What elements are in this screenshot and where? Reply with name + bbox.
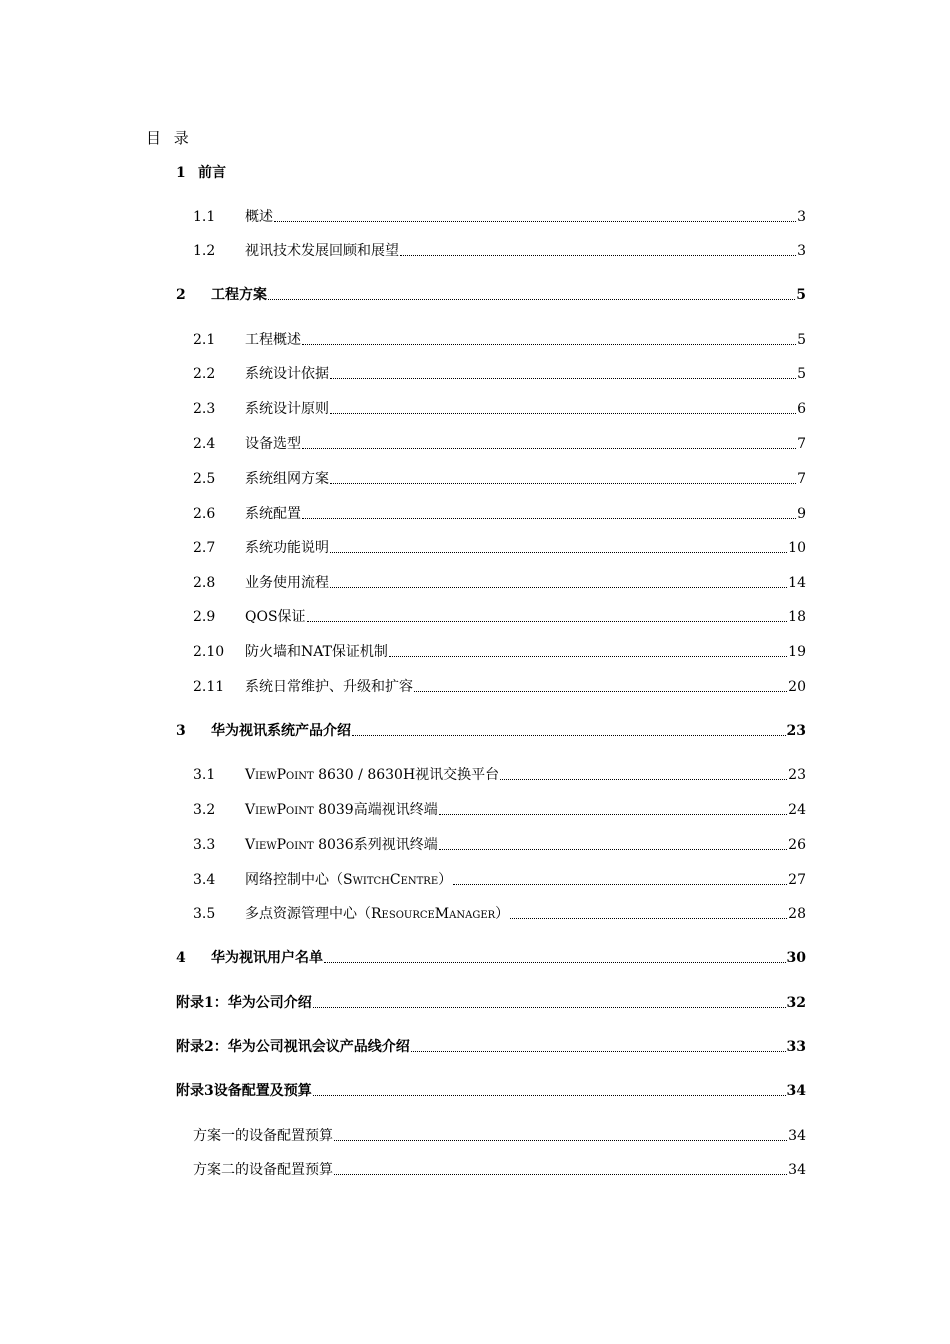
toc-entry-number: 2.9	[193, 609, 216, 625]
toc-entry[interactable]	[193, 607, 806, 627]
toc-entry[interactable]	[193, 800, 806, 820]
toc-entry[interactable]	[193, 241, 806, 261]
toc-leader-dots	[389, 656, 787, 657]
toc-entry-title: 附录3设备配置及预算	[176, 1083, 312, 1099]
toc-leader-dots	[330, 413, 796, 414]
toc-leader-dots	[324, 962, 786, 963]
toc-entry[interactable]	[193, 904, 806, 924]
toc-entry-title: 华为视讯系统产品介绍	[211, 723, 351, 739]
toc-entry[interactable]	[193, 399, 806, 419]
toc-entry-number: 1.1	[193, 209, 216, 225]
toc-entry-title: 附录2：华为公司视讯会议产品线介绍	[176, 1039, 410, 1055]
toc-entry-page: 5	[797, 366, 806, 382]
toc-entry-number: 2.3	[193, 401, 216, 417]
toc-entry-title: 业务使用流程	[245, 575, 329, 591]
toc-leader-dots	[439, 814, 787, 815]
toc-entry-title: 视讯技术发展回顾和展望	[245, 243, 399, 259]
toc-entry[interactable]	[193, 207, 806, 227]
toc-entry-page: 18	[788, 609, 806, 625]
toc-leader-dots	[274, 221, 796, 222]
toc-entry-number: 3.2	[193, 802, 216, 818]
toc-leader-dots	[330, 587, 787, 588]
toc-leader-dots	[313, 1007, 786, 1008]
toc-heading-1[interactable]	[176, 162, 226, 182]
toc-entry-number: 2.7	[193, 540, 216, 556]
toc-entry-title: ViewPoint 8036系列视讯终端	[245, 837, 438, 853]
toc-entry-page: 19	[788, 644, 806, 660]
toc-entry[interactable]	[176, 285, 806, 305]
toc-entry-number: 2.11	[193, 679, 225, 695]
toc-entry-title: 系统设计依据	[245, 366, 329, 382]
toc-heading-title: 前言	[198, 165, 226, 181]
toc-leader-dots	[352, 735, 786, 736]
toc-leader-dots	[302, 448, 796, 449]
toc-entry[interactable]	[193, 835, 806, 855]
toc-entry-page: 34	[788, 1162, 806, 1178]
toc-entry-title: QOS保证	[245, 609, 306, 625]
toc-leader-dots	[307, 621, 788, 622]
toc-entry-title: 系统设计原则	[245, 401, 329, 417]
toc-leader-dots	[510, 918, 787, 919]
toc-entry-page: 24	[788, 802, 806, 818]
toc-entry-title: 多点资源管理中心（ResourceManager）	[245, 906, 510, 922]
toc-entry-page: 26	[788, 837, 806, 853]
toc-leader-dots	[334, 1174, 787, 1175]
toc-entry-number: 2.5	[193, 471, 216, 487]
toc-entry-title: 设备选型	[245, 436, 301, 452]
toc-entry-number: 2.4	[193, 436, 216, 452]
toc-entry[interactable]	[193, 677, 806, 697]
toc-entry-page: 5	[797, 332, 806, 348]
toc-leader-dots	[334, 1140, 787, 1141]
toc-entry-page: 23	[786, 723, 806, 739]
toc-entry-title: 华为视讯用户名单	[211, 950, 323, 966]
toc-entry-number: 3.1	[193, 767, 216, 783]
toc-entry-title: 系统日常维护、升级和扩容	[245, 679, 413, 695]
toc-heading-number: 1	[176, 165, 186, 181]
toc-entry[interactable]	[193, 538, 806, 558]
toc-entry-page: 20	[788, 679, 806, 695]
toc-entry[interactable]	[193, 765, 806, 785]
toc-leader-dots	[268, 299, 795, 300]
toc-entry[interactable]	[176, 721, 806, 741]
toc-leader-dots	[330, 483, 796, 484]
toc-entry-page: 7	[797, 471, 806, 487]
toc-entry[interactable]	[193, 573, 806, 593]
toc-leader-dots	[453, 884, 787, 885]
toc-entry-page: 28	[788, 906, 806, 922]
toc-entry-page: 14	[788, 575, 806, 591]
toc-entry-page: 3	[797, 243, 806, 259]
toc-entry[interactable]	[193, 434, 806, 454]
toc-leader-dots	[313, 1095, 786, 1096]
toc-entry-title: 概述	[245, 209, 273, 225]
toc-entry[interactable]	[176, 1081, 806, 1101]
toc-entry-page: 5	[796, 287, 806, 303]
toc-leader-dots	[414, 691, 787, 692]
toc-entry-number: 2.1	[193, 332, 216, 348]
toc-entry-title: ViewPoint 8630 / 8630H视讯交换平台	[245, 767, 500, 783]
toc-entry-number: 1.2	[193, 243, 216, 259]
toc-leader-dots	[330, 552, 787, 553]
toc-entry[interactable]	[193, 469, 806, 489]
toc-entry-page: 34	[788, 1128, 806, 1144]
toc-entry[interactable]	[193, 1160, 806, 1180]
toc-entry-title: 工程概述	[245, 332, 301, 348]
toc-entry[interactable]	[176, 948, 806, 968]
toc-entry-title: 附录1：华为公司介绍	[176, 995, 312, 1011]
toc-leader-dots	[302, 344, 796, 345]
toc-entry-page: 10	[788, 540, 806, 556]
toc-entry-title: 系统功能说明	[245, 540, 329, 556]
toc-entry-number: 4	[176, 950, 186, 966]
toc-title: 目 录	[146, 129, 193, 147]
toc-entry-page: 33	[786, 1039, 806, 1055]
toc-entry[interactable]	[176, 993, 806, 1013]
toc-entry-number: 3.3	[193, 837, 216, 853]
toc-entry[interactable]	[193, 642, 806, 662]
toc-entry-page: 32	[786, 995, 806, 1011]
toc-entry-page: 34	[786, 1083, 806, 1099]
toc-entry-title: 系统组网方案	[245, 471, 329, 487]
toc-entry-page: 30	[786, 950, 806, 966]
toc-entry[interactable]	[193, 364, 806, 384]
toc-entry[interactable]	[193, 330, 806, 350]
toc-leader-dots	[330, 378, 796, 379]
toc-entry-page: 6	[797, 401, 806, 417]
toc-entry-page: 27	[788, 872, 806, 888]
toc-entry-number: 3.5	[193, 906, 216, 922]
toc-entry-number: 3	[176, 723, 186, 739]
toc-entry-number: 2.2	[193, 366, 216, 382]
toc-leader-dots	[302, 518, 796, 519]
toc-entry-title: 工程方案	[211, 287, 267, 303]
toc-entry-page: 7	[797, 436, 806, 452]
toc-leader-dots	[439, 849, 787, 850]
toc-leader-dots	[411, 1051, 786, 1052]
toc-entry-number: 2	[176, 287, 186, 303]
toc-entry-page: 3	[797, 209, 806, 225]
toc-entry-number: 2.10	[193, 644, 225, 660]
toc-entry[interactable]	[193, 1126, 806, 1146]
toc-entry-number: 2.8	[193, 575, 216, 591]
toc-entry[interactable]	[193, 870, 806, 890]
toc-leader-dots	[500, 779, 787, 780]
toc-entry-title: 系统配置	[245, 506, 301, 522]
toc-entry-title: 网络控制中心（SwitchCentre）	[245, 872, 453, 888]
toc-entry-number: 3.4	[193, 872, 216, 888]
toc-entry-number: 2.6	[193, 506, 216, 522]
toc-entry[interactable]	[176, 1037, 806, 1057]
toc-entry-page: 9	[797, 506, 806, 522]
toc-entry-page: 23	[788, 767, 806, 783]
toc-entry-title: 方案一的设备配置预算	[193, 1128, 333, 1144]
toc-entry-title: ViewPoint 8039高端视讯终端	[245, 802, 438, 818]
toc-entry-title: 防火墙和NAT保证机制	[245, 644, 388, 660]
toc-entry[interactable]	[193, 504, 806, 524]
toc-entry-title: 方案二的设备配置预算	[193, 1162, 333, 1178]
toc-leader-dots	[400, 255, 796, 256]
